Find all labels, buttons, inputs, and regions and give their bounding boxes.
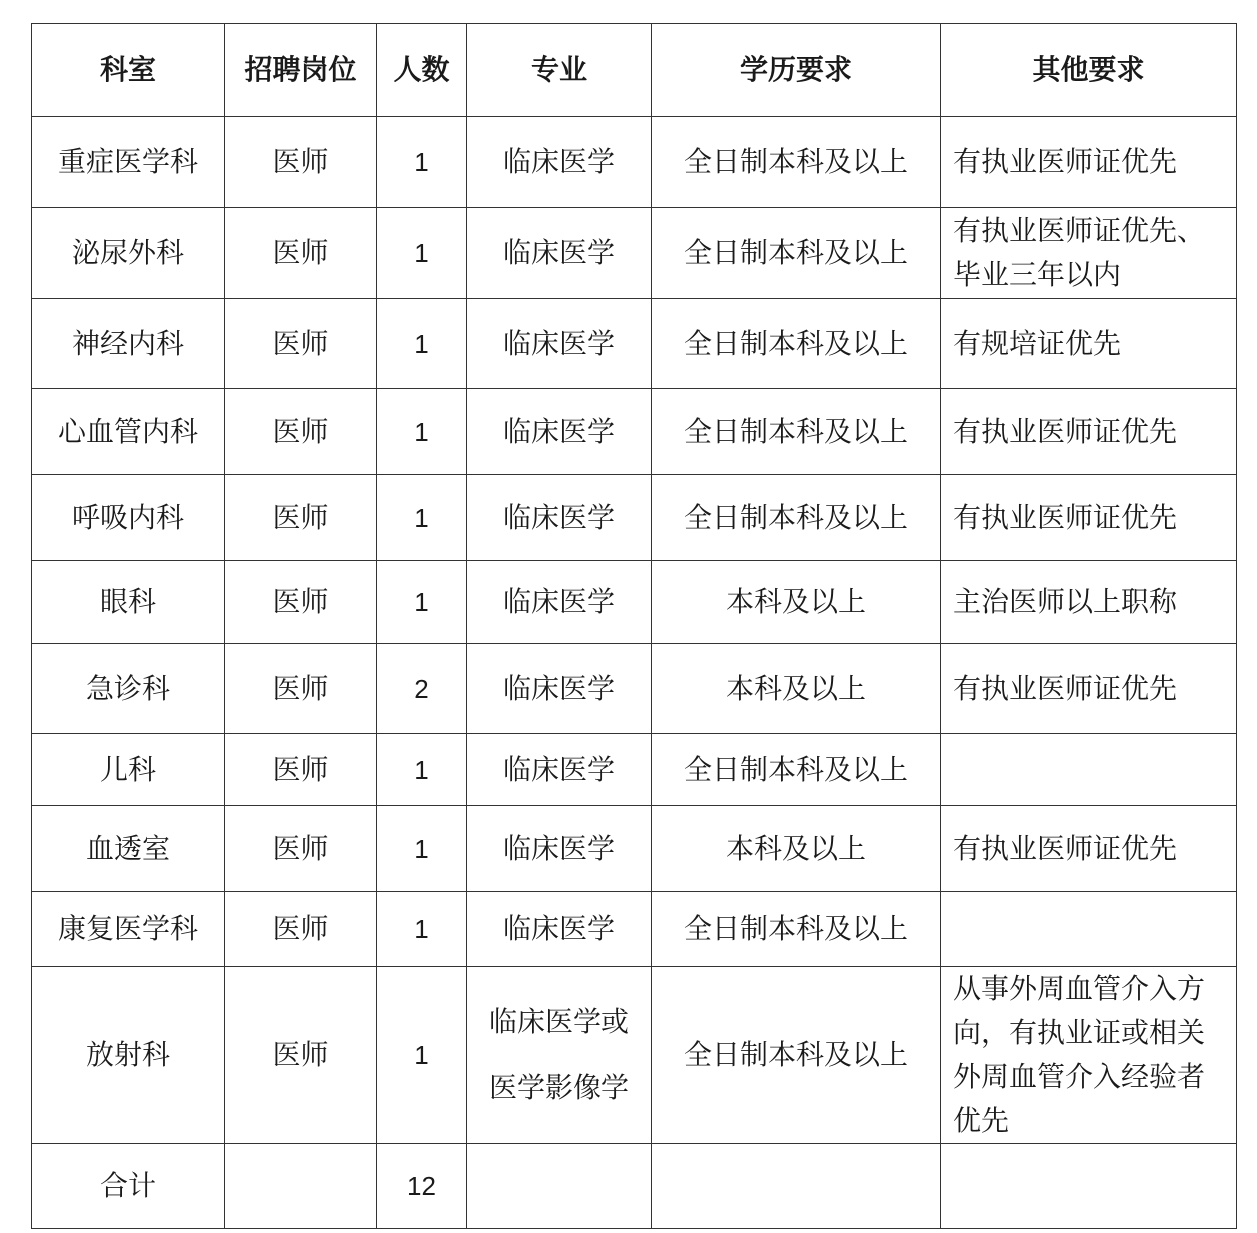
total-post: [225, 1144, 377, 1229]
cell-major: 临床医学: [467, 561, 652, 644]
table-row: [32, 967, 1237, 1144]
total-count: 12: [377, 1144, 467, 1229]
table-row: [32, 117, 1237, 208]
cell-major: 临床医学: [467, 806, 652, 892]
total-label: 合计: [32, 1144, 225, 1229]
cell-post: 医师: [225, 561, 377, 644]
cell-education: 本科及以上: [652, 644, 941, 734]
cell-count: 1: [377, 967, 467, 1144]
total-education: [652, 1144, 941, 1229]
table-row: [32, 892, 1237, 967]
cell-post: 医师: [225, 208, 377, 299]
cell-major: 临床医学: [467, 892, 652, 967]
header-post: 招聘岗位: [225, 24, 377, 117]
cell-count: 1: [377, 208, 467, 299]
cell-post: 医师: [225, 734, 377, 806]
cell-post: 医师: [225, 117, 377, 208]
cell-education: 全日制本科及以上: [652, 389, 941, 475]
cell-dept: 泌尿外科: [32, 208, 225, 299]
cell-other: 主治医师以上职称: [941, 561, 1237, 644]
cell-other: [941, 892, 1237, 967]
cell-major: 临床医学: [467, 475, 652, 561]
cell-education: 本科及以上: [652, 806, 941, 892]
cell-dept: 眼科: [32, 561, 225, 644]
cell-other: 有执业医师证优先: [941, 389, 1237, 475]
cell-education: 全日制本科及以上: [652, 734, 941, 806]
cell-major: 临床医学: [467, 644, 652, 734]
cell-count: 1: [377, 892, 467, 967]
cell-education: 全日制本科及以上: [652, 892, 941, 967]
table-row: [32, 644, 1237, 734]
cell-major: 临床医学或医学影像学: [467, 967, 652, 1144]
cell-dept: 呼吸内科: [32, 475, 225, 561]
cell-dept: 康复医学科: [32, 892, 225, 967]
cell-post: 医师: [225, 475, 377, 561]
cell-education: 全日制本科及以上: [652, 117, 941, 208]
total-row: [32, 1144, 1237, 1229]
cell-post: 医师: [225, 644, 377, 734]
header-dept: 科室: [32, 24, 225, 117]
total-other: [941, 1144, 1237, 1229]
cell-count: 1: [377, 734, 467, 806]
table-row: [32, 299, 1237, 389]
cell-other: 有执业医师证优先: [941, 806, 1237, 892]
cell-major: 临床医学: [467, 117, 652, 208]
cell-education: 全日制本科及以上: [652, 208, 941, 299]
header-other: 其他要求: [941, 24, 1237, 117]
cell-other: 从事外周血管介入方向，有执业证或相关外周血管介入经验者优先: [941, 967, 1237, 1144]
table-row: [32, 806, 1237, 892]
cell-major: 临床医学: [467, 208, 652, 299]
table-row: [32, 561, 1237, 644]
cell-dept: 心血管内科: [32, 389, 225, 475]
cell-other: 有执业医师证优先: [941, 117, 1237, 208]
total-major: [467, 1144, 652, 1229]
cell-count: 1: [377, 561, 467, 644]
cell-count: 1: [377, 299, 467, 389]
cell-dept: 神经内科: [32, 299, 225, 389]
cell-major: 临床医学: [467, 389, 652, 475]
cell-post: 医师: [225, 967, 377, 1144]
cell-other: 有执业医师证优先: [941, 475, 1237, 561]
cell-dept: 儿科: [32, 734, 225, 806]
cell-education: 本科及以上: [652, 561, 941, 644]
cell-post: 医师: [225, 806, 377, 892]
table-row: [32, 389, 1237, 475]
header-major: 专业: [467, 24, 652, 117]
cell-other: 有执业医师证优先、毕业三年以内: [941, 208, 1237, 299]
table-row: [32, 208, 1237, 299]
header-count: 人数: [377, 24, 467, 117]
cell-dept: 重症医学科: [32, 117, 225, 208]
cell-major: 临床医学: [467, 299, 652, 389]
cell-count: 1: [377, 806, 467, 892]
cell-count: 1: [377, 475, 467, 561]
cell-education: 全日制本科及以上: [652, 475, 941, 561]
cell-dept: 血透室: [32, 806, 225, 892]
cell-post: 医师: [225, 892, 377, 967]
cell-post: 医师: [225, 299, 377, 389]
cell-other: [941, 734, 1237, 806]
cell-post: 医师: [225, 389, 377, 475]
cell-count: 1: [377, 117, 467, 208]
cell-count: 2: [377, 644, 467, 734]
table-row: [32, 734, 1237, 806]
cell-major: 临床医学: [467, 734, 652, 806]
cell-other: 有规培证优先: [941, 299, 1237, 389]
header-row: [32, 24, 1237, 117]
cell-dept: 急诊科: [32, 644, 225, 734]
cell-dept: 放射科: [32, 967, 225, 1144]
header-education: 学历要求: [652, 24, 941, 117]
cell-other: 有执业医师证优先: [941, 644, 1237, 734]
cell-count: 1: [377, 389, 467, 475]
table-row: [32, 475, 1237, 561]
cell-education: 全日制本科及以上: [652, 299, 941, 389]
cell-education: 全日制本科及以上: [652, 967, 941, 1144]
recruitment-table: [31, 23, 1237, 1229]
